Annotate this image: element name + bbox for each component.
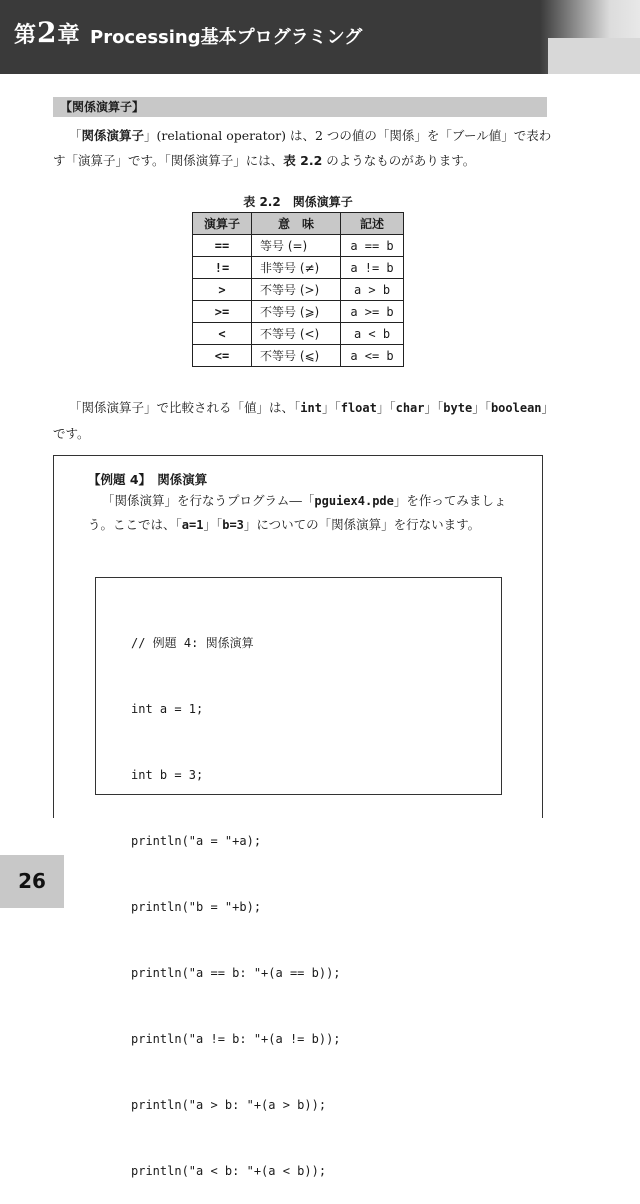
operator-cell: >=: [193, 301, 252, 323]
meaning-cell: 不等号 (<): [252, 323, 341, 345]
code-line: // 例題 4: 関係演算: [131, 636, 254, 650]
chapter-title: Processing基本プログラミング: [90, 27, 363, 48]
example-description: [88, 489, 508, 537]
example-var-b: b=3: [222, 518, 244, 532]
header-operator: 演算子: [193, 213, 252, 235]
operator-cell: >: [193, 279, 252, 301]
type-int: int: [300, 401, 322, 415]
table-row: [193, 257, 404, 279]
types-text: 「関係演算子」で比較される「値」は、「: [69, 400, 301, 415]
example-title: 【例題 4】 関係演算: [88, 472, 208, 487]
chapter-label: [14, 16, 81, 49]
example-cell: a >= b: [341, 301, 404, 323]
chapter-suffix: 章: [57, 22, 81, 48]
types-sep: 」「: [472, 400, 491, 415]
meaning-cell: 不等号 (>): [252, 279, 341, 301]
code-line: println("a == b: "+(a == b));: [131, 966, 341, 980]
section-title: 【関係演算子】: [60, 100, 145, 114]
example-text-a: 「関係演算」を行なうプログラム―「: [102, 493, 315, 508]
header-gradient-block: [548, 38, 640, 74]
example-cell: a < b: [341, 323, 404, 345]
type-float: float: [340, 401, 377, 415]
example-text-d: 」についての「関係演算」を行ないます。: [243, 517, 481, 532]
header-example: 記述: [341, 213, 404, 235]
table-row: [193, 235, 404, 257]
meaning-cell: 不等号 (⩽): [252, 345, 341, 367]
meaning-cell: 不等号 (⩾): [252, 301, 341, 323]
page-number: 26: [18, 869, 46, 893]
type-byte: byte: [443, 401, 473, 415]
example-cell: a != b: [341, 257, 404, 279]
example-cell: a > b: [341, 279, 404, 301]
types-paragraph: [53, 395, 563, 446]
code-line: println("a > b: "+(a > b));: [131, 1098, 327, 1112]
operator-cell: !=: [193, 257, 252, 279]
intro-term: 関係演算子: [81, 128, 145, 143]
code-line: int a = 1;: [131, 702, 204, 716]
intro-paragraph: [53, 123, 553, 173]
example-filename: pguiex4.pde: [314, 494, 394, 508]
intro-table-ref: 表 2.2: [283, 153, 323, 168]
types-sep: 」「: [376, 400, 396, 415]
code-listing: [131, 588, 341, 1204]
example-text-b: 」を作ってみましょう。ここでは、「: [88, 493, 507, 532]
table-caption: 表 2.2 関係演算子: [243, 195, 353, 209]
types-sep: 」「: [321, 400, 341, 415]
code-line: println("a = "+a);: [131, 834, 262, 848]
code-line: int b = 3;: [131, 768, 204, 782]
code-line: println("a < b: "+(a < b));: [131, 1164, 327, 1178]
code-line: println("a != b: "+(a != b));: [131, 1032, 341, 1046]
example-cell: a <= b: [341, 345, 404, 367]
example-text-c: 」「: [203, 517, 223, 532]
intro-text-2: のようなものがあります。: [322, 153, 476, 168]
type-boolean: boolean: [490, 401, 542, 415]
intro-text-1: 」(relational operator) は、2 つの値の「関係」を「ブール値」で表わす「演算子」です。「関係演算子」には、: [53, 128, 552, 168]
example-var-a: a=1: [181, 518, 204, 532]
types-sep: 」「: [424, 400, 444, 415]
meaning-cell: 等号 (=): [252, 235, 341, 257]
operators-table: [192, 212, 404, 367]
code-line: println("b = "+b);: [131, 900, 262, 914]
table-row: [193, 301, 404, 323]
header-meaning: 意 味: [252, 213, 341, 235]
type-char: char: [395, 401, 425, 415]
chapter-prefix: 第: [14, 22, 38, 48]
types-suffix: 」です。: [53, 400, 555, 441]
table-row: [193, 279, 404, 301]
chapter-number: 2: [37, 16, 58, 49]
table-header-row: [193, 213, 404, 235]
operator-cell: <: [193, 323, 252, 345]
example-cell: a == b: [341, 235, 404, 257]
operator-cell: <=: [193, 345, 252, 367]
intro-open-quote: 「: [69, 128, 82, 143]
operator-cell: ==: [193, 235, 252, 257]
meaning-cell: 非等号 (≠): [252, 257, 341, 279]
table-row: [193, 323, 404, 345]
table-row: [193, 345, 404, 367]
